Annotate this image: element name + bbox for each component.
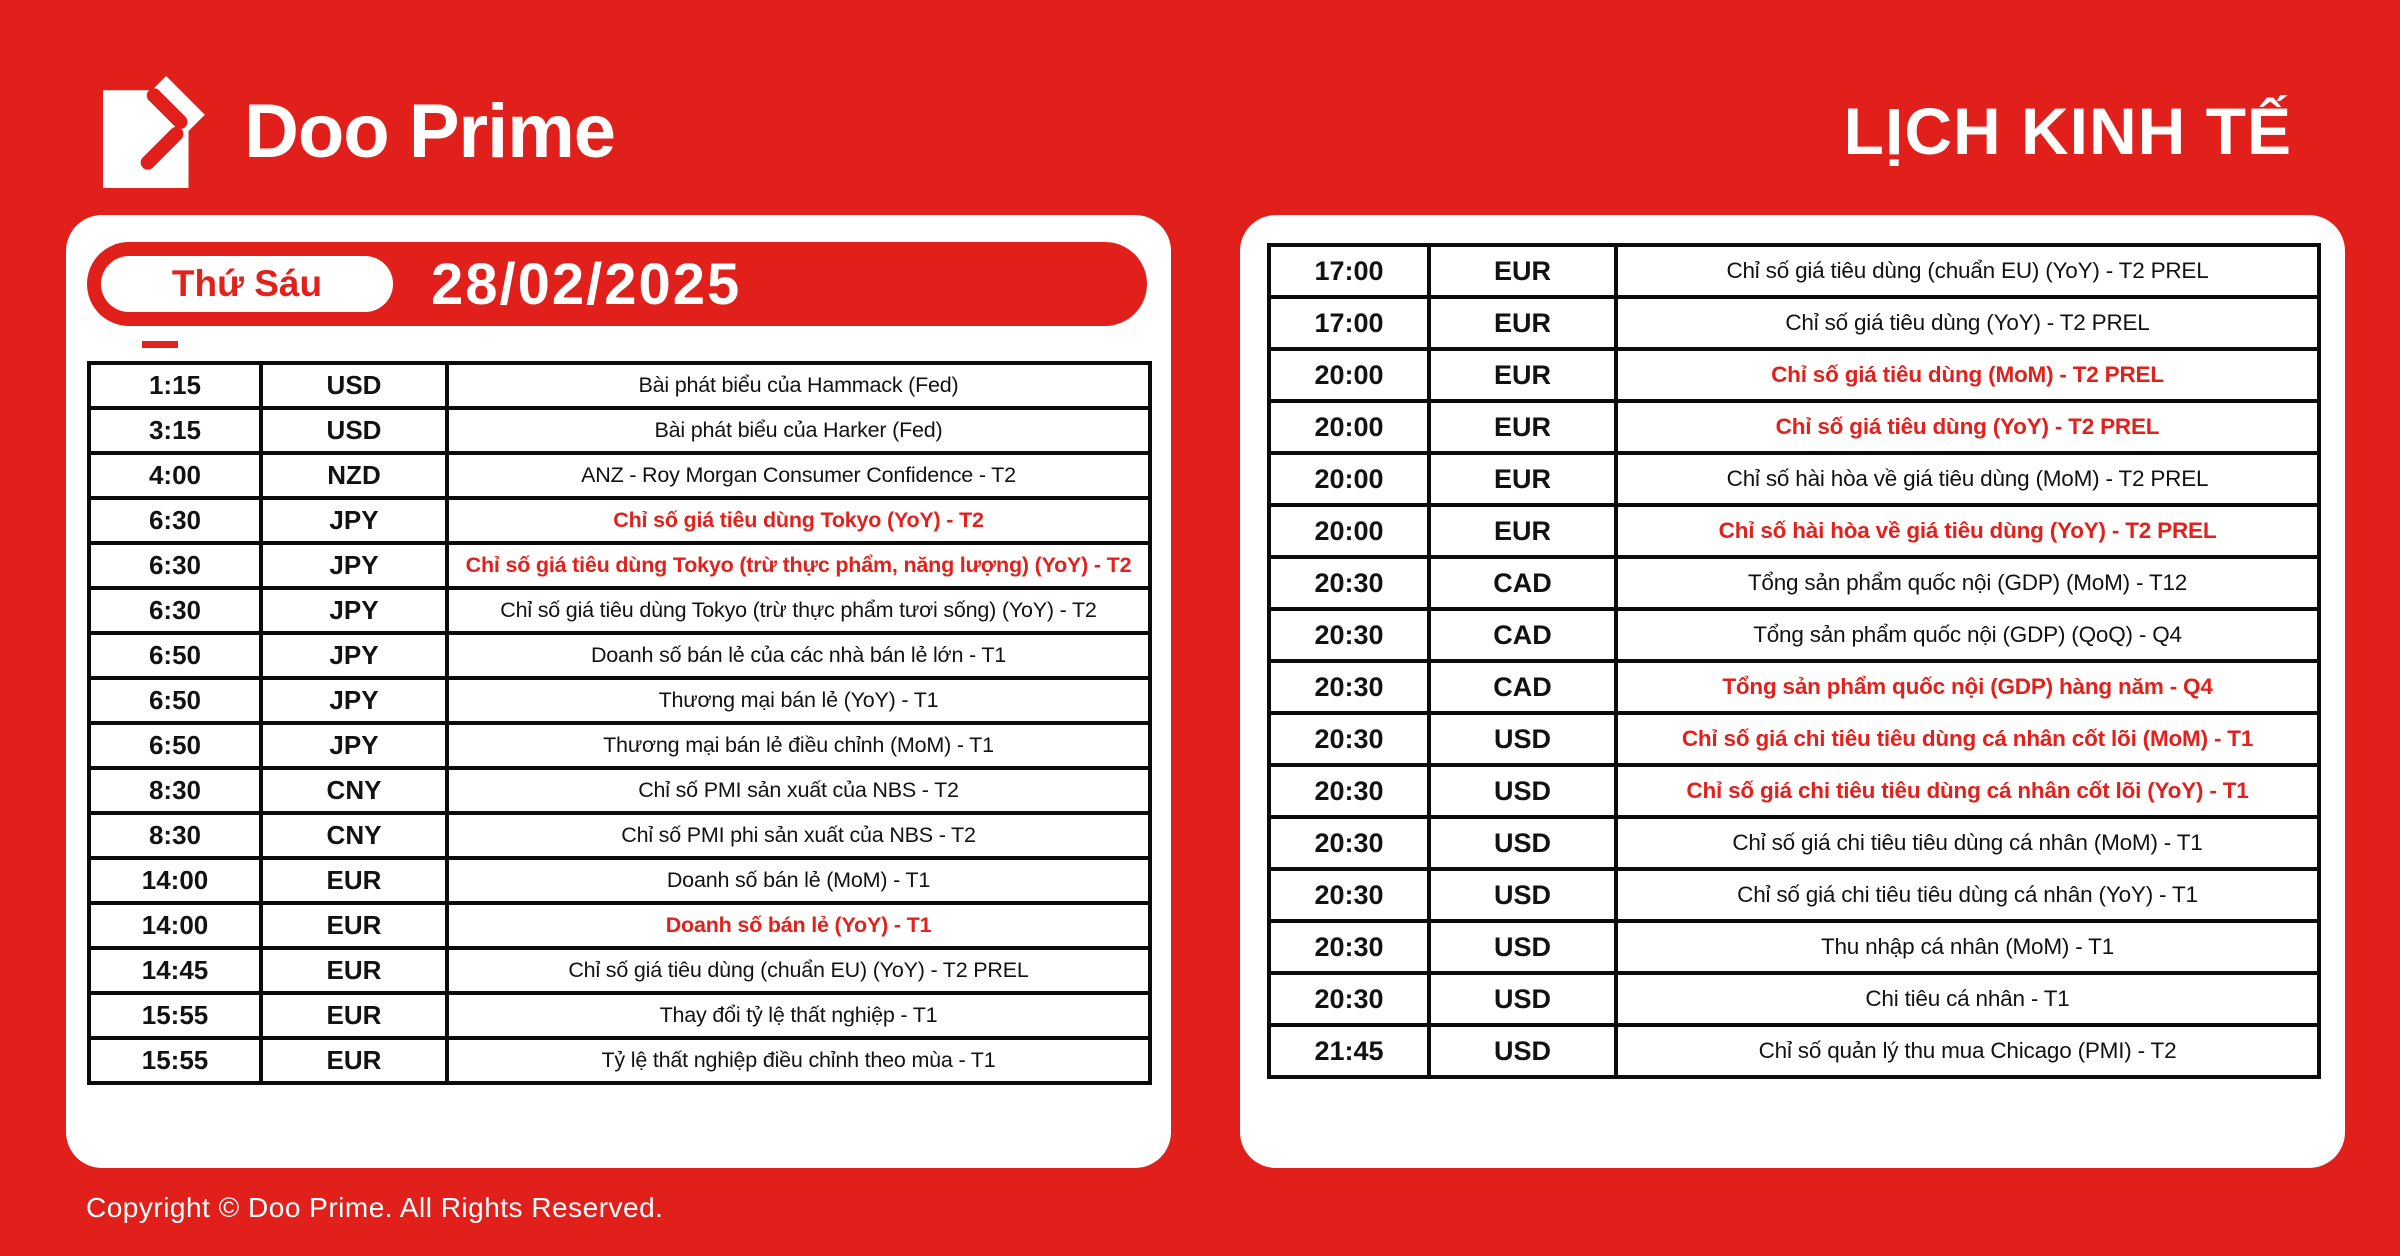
currency-cell: JPY <box>261 633 447 678</box>
event-cell: ANZ - Roy Morgan Consumer Confidence - T2 <box>447 453 1150 498</box>
event-cell: Chỉ số quản lý thu mua Chicago (PMI) - T2 <box>1616 1025 2319 1077</box>
table-row <box>89 768 1150 813</box>
event-cell: Chỉ số giá tiêu dùng (YoY) - T2 PREL <box>1616 297 2319 349</box>
currency-cell: EUR <box>261 1038 447 1083</box>
currency-cell: EUR <box>261 948 447 993</box>
event-cell: Chỉ số giá tiêu dùng Tokyo (trừ thực phẩm tươi sống) (YoY) - T2 <box>447 588 1150 633</box>
table-row <box>1269 921 2319 973</box>
currency-cell: USD <box>261 363 447 408</box>
table-row <box>1269 453 2319 505</box>
time-cell: 1:15 <box>89 363 261 408</box>
economic-events-table-right <box>1267 243 2321 1079</box>
currency-cell: USD <box>1429 973 1616 1025</box>
time-cell: 20:00 <box>1269 453 1429 505</box>
currency-cell: EUR <box>1429 505 1616 557</box>
currency-cell: EUR <box>1429 245 1616 297</box>
table-row <box>1269 1025 2319 1077</box>
table-row <box>1269 505 2319 557</box>
time-cell: 6:30 <box>89 588 261 633</box>
event-cell: Thu nhập cá nhân (MoM) - T1 <box>1616 921 2319 973</box>
table-row <box>1269 661 2319 713</box>
currency-cell: EUR <box>1429 297 1616 349</box>
time-cell: 20:30 <box>1269 869 1429 921</box>
time-cell: 6:30 <box>89 543 261 588</box>
time-cell: 20:30 <box>1269 921 1429 973</box>
currency-cell: EUR <box>1429 453 1616 505</box>
event-cell: Thay đổi tỷ lệ thất nghiệp - T1 <box>447 993 1150 1038</box>
table-row <box>89 948 1150 993</box>
time-cell: 8:30 <box>89 768 261 813</box>
currency-cell: CAD <box>1429 557 1616 609</box>
currency-cell: CNY <box>261 813 447 858</box>
time-cell: 6:50 <box>89 678 261 723</box>
event-cell: Bài phát biểu của Harker (Fed) <box>447 408 1150 453</box>
time-cell: 20:30 <box>1269 557 1429 609</box>
currency-cell: EUR <box>1429 401 1616 453</box>
time-cell: 4:00 <box>89 453 261 498</box>
currency-cell: USD <box>1429 765 1616 817</box>
date-underline <box>142 341 178 348</box>
brand-name: Doo Prime <box>244 88 616 174</box>
currency-cell: USD <box>1429 713 1616 765</box>
currency-cell: USD <box>1429 921 1616 973</box>
time-cell: 20:30 <box>1269 713 1429 765</box>
doo-prime-logo-mark-icon <box>100 74 218 188</box>
table-row <box>89 498 1150 543</box>
currency-cell: NZD <box>261 453 447 498</box>
event-cell: Tổng sản phẩm quốc nội (GDP) hàng năm - Q4 <box>1616 661 2319 713</box>
table-row <box>89 678 1150 723</box>
day-pill <box>101 256 393 312</box>
table-row <box>89 633 1150 678</box>
date-label: 28/02/2025 <box>431 251 742 317</box>
table-row <box>89 993 1150 1038</box>
event-cell: Doanh số bán lẻ (YoY) - T1 <box>447 903 1150 948</box>
time-cell: 17:00 <box>1269 245 1429 297</box>
copyright-text: Copyright © Doo Prime. All Rights Reserved. <box>86 1192 664 1223</box>
table-row <box>1269 297 2319 349</box>
currency-cell: EUR <box>261 993 447 1038</box>
currency-cell: USD <box>1429 869 1616 921</box>
day-label: Thứ Sáu <box>171 263 323 304</box>
event-cell: Chỉ số giá chi tiêu tiêu dùng cá nhân cốt lõi (MoM) - T1 <box>1616 713 2319 765</box>
event-cell: Chỉ số giá tiêu dùng Tokyo (YoY) - T2 <box>447 498 1150 543</box>
event-cell: Doanh số bán lẻ của các nhà bán lẻ lớn - T1 <box>447 633 1150 678</box>
time-cell: 6:30 <box>89 498 261 543</box>
time-cell: 20:30 <box>1269 609 1429 661</box>
table-row <box>1269 713 2319 765</box>
time-cell: 6:50 <box>89 633 261 678</box>
event-cell: Chỉ số PMI sản xuất của NBS - T2 <box>447 768 1150 813</box>
table-row <box>89 408 1150 453</box>
time-cell: 17:00 <box>1269 297 1429 349</box>
event-cell: Chỉ số giá chi tiêu tiêu dùng cá nhân cốt lõi (YoY) - T1 <box>1616 765 2319 817</box>
time-cell: 15:55 <box>89 993 261 1038</box>
time-cell: 20:00 <box>1269 349 1429 401</box>
event-cell: Chỉ số giá tiêu dùng (YoY) - T2 PREL <box>1616 401 2319 453</box>
table-row <box>89 813 1150 858</box>
event-cell: Chỉ số hài hòa về giá tiêu dùng (YoY) - T2 PREL <box>1616 505 2319 557</box>
event-cell: Chỉ số hài hòa về giá tiêu dùng (MoM) - T2 PREL <box>1616 453 2319 505</box>
currency-cell: CAD <box>1429 609 1616 661</box>
event-cell: Thương mại bán lẻ điều chỉnh (MoM) - T1 <box>447 723 1150 768</box>
table-row <box>89 453 1150 498</box>
time-cell: 20:30 <box>1269 765 1429 817</box>
event-cell: Tổng sản phẩm quốc nội (GDP) (MoM) - T12 <box>1616 557 2319 609</box>
time-cell: 14:00 <box>89 858 261 903</box>
table-row <box>89 903 1150 948</box>
event-cell: Chỉ số PMI phi sản xuất của NBS - T2 <box>447 813 1150 858</box>
table-row <box>1269 557 2319 609</box>
event-cell: Chỉ số giá tiêu dùng Tokyo (trừ thực phẩm, năng lượng) (YoY) - T2 <box>447 543 1150 588</box>
currency-cell: JPY <box>261 498 447 543</box>
page-title: LỊCH KINH TẾ <box>1843 94 2292 168</box>
currency-cell: JPY <box>261 723 447 768</box>
doo-prime-logo <box>100 74 615 188</box>
table-row <box>89 543 1150 588</box>
event-cell: Doanh số bán lẻ (MoM) - T1 <box>447 858 1150 903</box>
table-row <box>1269 349 2319 401</box>
time-cell: 20:30 <box>1269 817 1429 869</box>
time-cell: 14:45 <box>89 948 261 993</box>
event-cell: Chi tiêu cá nhân - T1 <box>1616 973 2319 1025</box>
table-row <box>1269 245 2319 297</box>
table-row <box>89 723 1150 768</box>
table-row <box>89 588 1150 633</box>
event-cell: Thương mại bán lẻ (YoY) - T1 <box>447 678 1150 723</box>
event-cell: Chỉ số giá tiêu dùng (chuẩn EU) (YoY) - T2 PREL <box>447 948 1150 993</box>
event-cell: Tỷ lệ thất nghiệp điều chỉnh theo mùa - T1 <box>447 1038 1150 1083</box>
table-row <box>1269 401 2319 453</box>
time-cell: 15:55 <box>89 1038 261 1083</box>
event-cell: Chỉ số giá chi tiêu tiêu dùng cá nhân (MoM) - T1 <box>1616 817 2319 869</box>
currency-cell: EUR <box>261 903 447 948</box>
currency-cell: JPY <box>261 678 447 723</box>
currency-cell: EUR <box>261 858 447 903</box>
currency-cell: CAD <box>1429 661 1616 713</box>
event-cell: Tổng sản phẩm quốc nội (GDP) (QoQ) - Q4 <box>1616 609 2319 661</box>
event-cell: Chỉ số giá tiêu dùng (chuẩn EU) (YoY) - T2 PREL <box>1616 245 2319 297</box>
time-cell: 20:30 <box>1269 973 1429 1025</box>
economic-events-table-left <box>87 361 1152 1085</box>
table-row <box>89 363 1150 408</box>
currency-cell: USD <box>261 408 447 453</box>
time-cell: 21:45 <box>1269 1025 1429 1077</box>
time-cell: 20:30 <box>1269 661 1429 713</box>
table-row <box>1269 609 2319 661</box>
date-bar <box>87 242 1147 326</box>
event-cell: Chỉ số giá chi tiêu tiêu dùng cá nhân (YoY) - T1 <box>1616 869 2319 921</box>
time-cell: 6:50 <box>89 723 261 768</box>
table-row <box>89 858 1150 903</box>
time-cell: 20:00 <box>1269 401 1429 453</box>
table-row <box>1269 973 2319 1025</box>
currency-cell: USD <box>1429 1025 1616 1077</box>
currency-cell: JPY <box>261 588 447 633</box>
event-cell: Bài phát biểu của Hammack (Fed) <box>447 363 1150 408</box>
calendar-card-evening <box>1240 215 2345 1168</box>
calendar-card-morning <box>66 215 1171 1168</box>
currency-cell: EUR <box>1429 349 1616 401</box>
time-cell: 3:15 <box>89 408 261 453</box>
currency-cell: USD <box>1429 817 1616 869</box>
event-cell: Chỉ số giá tiêu dùng (MoM) - T2 PREL <box>1616 349 2319 401</box>
time-cell: 20:00 <box>1269 505 1429 557</box>
currency-cell: JPY <box>261 543 447 588</box>
table-row <box>89 1038 1150 1083</box>
table-row <box>1269 817 2319 869</box>
header <box>100 72 2292 190</box>
time-cell: 14:00 <box>89 903 261 948</box>
table-row <box>1269 765 2319 817</box>
time-cell: 8:30 <box>89 813 261 858</box>
table-row <box>1269 869 2319 921</box>
currency-cell: CNY <box>261 768 447 813</box>
